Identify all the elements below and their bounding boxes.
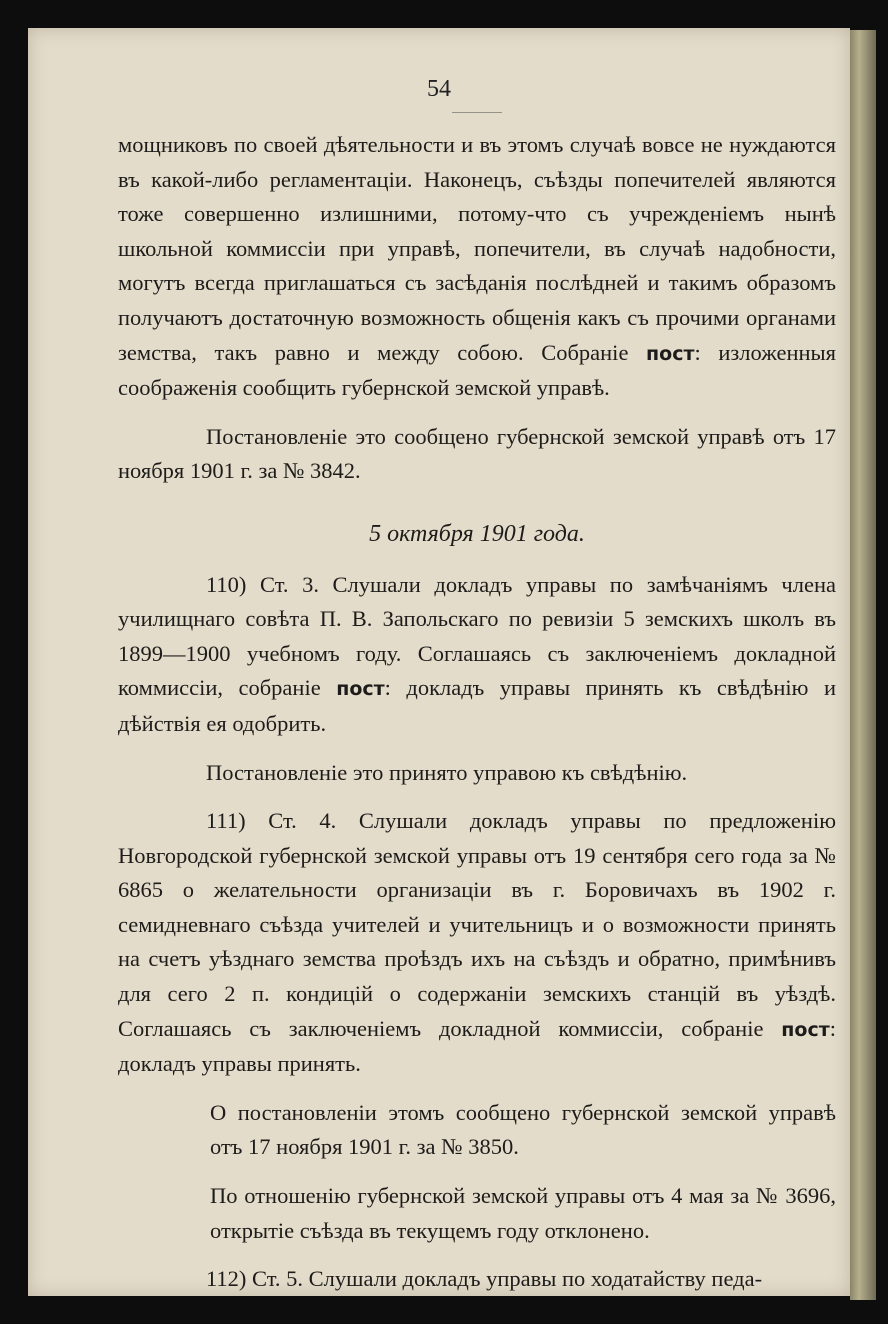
resolution-note: Постановленіе это принято управою къ свѣдѣнію. xyxy=(206,759,688,785)
paragraph-text: : докладъ управы принять. xyxy=(118,1015,836,1077)
paragraph-text: : изложенныя соображенія сообщить губернской земской управѣ. xyxy=(118,339,837,401)
resolution-word: пост xyxy=(646,342,695,365)
resolution-word: пост xyxy=(781,1018,830,1041)
date-heading: 5 октября 1901 года. xyxy=(369,520,585,547)
resolution-note: О постановленіи этомъ сообщено губернской земской управѣ отъ 17 ноября 1901 г. за № 3850. xyxy=(210,1099,836,1160)
paragraph-text: : докладъ управы принять къ свѣдѣнію и дѣйствія ея одобрить. xyxy=(118,675,837,736)
paragraph-text: 110) Ст. 3. Слушали докладъ управы по замѣчаніямъ члена училищнаго совѣта П. В. Запольскаго по ревизіи 5 земскихъ школъ въ 1899—1900 учебномъ году. Соглашаясь съ заключеніемъ докладной коммиссіи, собраніе xyxy=(118,571,836,701)
page-number: 54 xyxy=(427,76,451,102)
paragraph-text: мощниковъ по своей дѣятельности и въ этомъ случаѣ вовсе не нуждаются въ какой-либо регламентаціи. Наконецъ, съѣзды попечителей являются тоже совершенно излишними, потому-что съ учрежденіемъ нынѣ школьной коммиссіи при управѣ, попечители, въ случаѣ надобности, могутъ всегда приглашаться съ засѣданія послѣдней и такимъ образомъ получаютъ достаточную возможность общенія какъ съ прочими органами земства, такъ равно и между собою. Собраніе xyxy=(118,132,836,365)
resolution-note: По отношенію губернской земской управы отъ 4 мая за № 3696, открытіе съѣзда въ текущемъ году отклонено. xyxy=(210,1183,836,1243)
item-112: 112) Ст. 5. Слушали докладъ управы по ходатайству педа- xyxy=(206,1266,763,1292)
paragraph-continuation xyxy=(118,128,836,406)
item-110 xyxy=(118,568,836,742)
page-body xyxy=(118,128,836,1297)
page-edge xyxy=(850,30,876,1300)
paragraph-text: 111) Ст. 4. Слушали докладъ управы по предложенію Новгородской губернской земской управы отъ 19 сентября сего года за № 6865 о желательности организаціи въ г. Боровичахъ въ 1902 г. семидневнаго съѣзда учителей и учительницъ и о возможности принять на счетъ уѣзднаго земства проѣздъ ихъ на съѣздъ и обратно, примѣнивъ для сего 2 п. кондицій о содержаніи земскихъ станцій въ уѣздѣ. Соглашаясь съ заключеніемъ докладной коммиссіи, собраніе xyxy=(118,808,836,1041)
resolution-word: пост xyxy=(336,678,385,701)
page-number-ornament xyxy=(452,106,502,113)
document-page xyxy=(28,28,850,1296)
resolution-note: Постановленіе это сообщено губернской земской управѣ отъ 17 ноября 1901 г. за № 3842. xyxy=(118,423,836,484)
item-111 xyxy=(118,804,836,1082)
